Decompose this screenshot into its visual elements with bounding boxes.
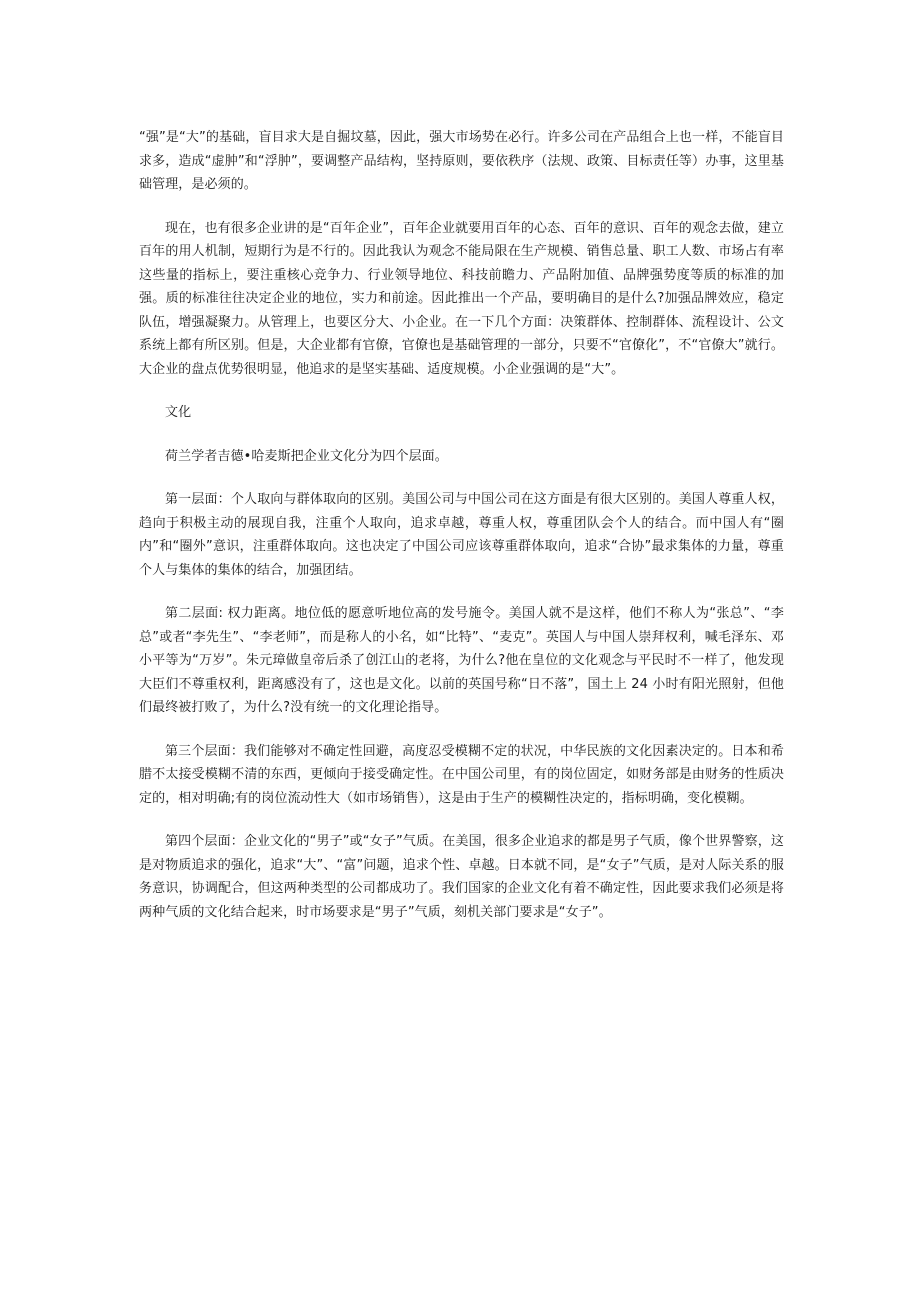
section-heading-culture: 文化 bbox=[165, 405, 192, 420]
paragraph-strength-foundation: “强”是“大”的基础，盲目求大是自掘坟墓，因此，强大市场势在必行。许多公司在产品组合上也一样，不能盲目求多，造成“虚肿”和“浮肿”，要调整产品结构，坚持原则，要依秩序（法规、政策、目标责任等）办事，这里基础管理，是必须的。 bbox=[139, 130, 784, 192]
paragraph-century-enterprise: 现在，也有很多企业讲的是“百年企业”，百年企业就要用百年的心态、百年的意识、百年的观念去做，建立百年的用人机制，短期行为是不行的。因此我认为观念不能局限在生产规模、销售总量、职工人数、市场占有率这些量的指标上，要注重核心竞争力、行业领导地位、科技前瞻力、产品附加值、品牌强势度等质的标准的加强。质的标准往往决定企业的地位，实力和前途。因此推出一个产品，要明确目的是什么?加强品牌效应，稳定队伍，增强凝聚力。从管理上，也要区分大、小企业。在一下几个方面：决策群体、控制群体、流程设计、公文系统上都有所区别。但是，大企业都有官僚，官僚也是基础管理的一部分，只要不“官僚化”，不“官僚大”就行。大企业的盘点优势很明显，他追求的是坚实基础、适度规模。小企业强调的是“大”。 bbox=[139, 220, 784, 377]
paragraph-level-two: 第二层面: 权力距离。地位低的愿意听地位高的发号施令。美国人就不是这样，他们不称人为“张总”、“李总”或者“李先生”、“李老师”，而是称人的小名，如“比特”、“麦克”。英国人与中国人崇拜权利，喊毛泽东、邓小平等为“万岁”。朱元璋做皇帝后杀了创江山的老将，为什么?他在皇位的文化观念与平民时不一样了，他发现大臣们不尊重权利，距离感没有了，这也是文化。以前的英国号称“日不落”，国土上 24 小时有阳光照射，但他们最终被打败了，为什么?没有统一的文化理论指导。 bbox=[139, 606, 784, 715]
paragraph-hofstede-intro: 荷兰学者吉德•哈麦斯把企业文化分为四个层面。 bbox=[165, 448, 448, 464]
paragraph-level-three: 第三个层面：我们能够对不确定性回避，高度忍受模糊不定的状况，中华民族的文化因素决定的。日本和希腊不太接受模糊不清的东西，更倾向于接受确定性。在中国公司里，有的岗位固定，如财务部是由财务的性质决定的，相对明确;有的岗位流动性大（如市场销售），这是由于生产的模糊性决定的，指标明确，变化模糊。 bbox=[139, 743, 784, 806]
paragraph-level-four: 第四个层面：企业文化的“男子”或“女子”气质。在美国，很多企业追求的都是男子气质，像个世界警察，这是对物质追求的强化，追求“大”、“富”问题，追求个性、卓越。日本就不同，是“女子”气质，是对人际关系的服务意识，协调配合，但这两种类型的公司都成功了。我们国家的企业文化有着不确定性，因此要求我们必须是将两种气质的文化结合起来，时市场要求是“男子”气质，刻机关部门要求是“女子”。 bbox=[139, 834, 784, 920]
paragraph-level-one: 第一层面：个人取向与群体取向的区别。美国公司与中国公司在这方面是有很大区别的。美国人尊重人权，趋向于积极主动的展现自我，注重个人取向，追求卓越，尊重人权，尊重团队会个人的结合。而中国人有“圈内”和“圈外”意识，注重群体取向。这也决定了中国公司应该尊重群体取向，追求“合协”最求集体的力量，尊重个人与集体的集体的结合，加强团结。 bbox=[139, 492, 784, 578]
document-body bbox=[139, 126, 784, 944]
